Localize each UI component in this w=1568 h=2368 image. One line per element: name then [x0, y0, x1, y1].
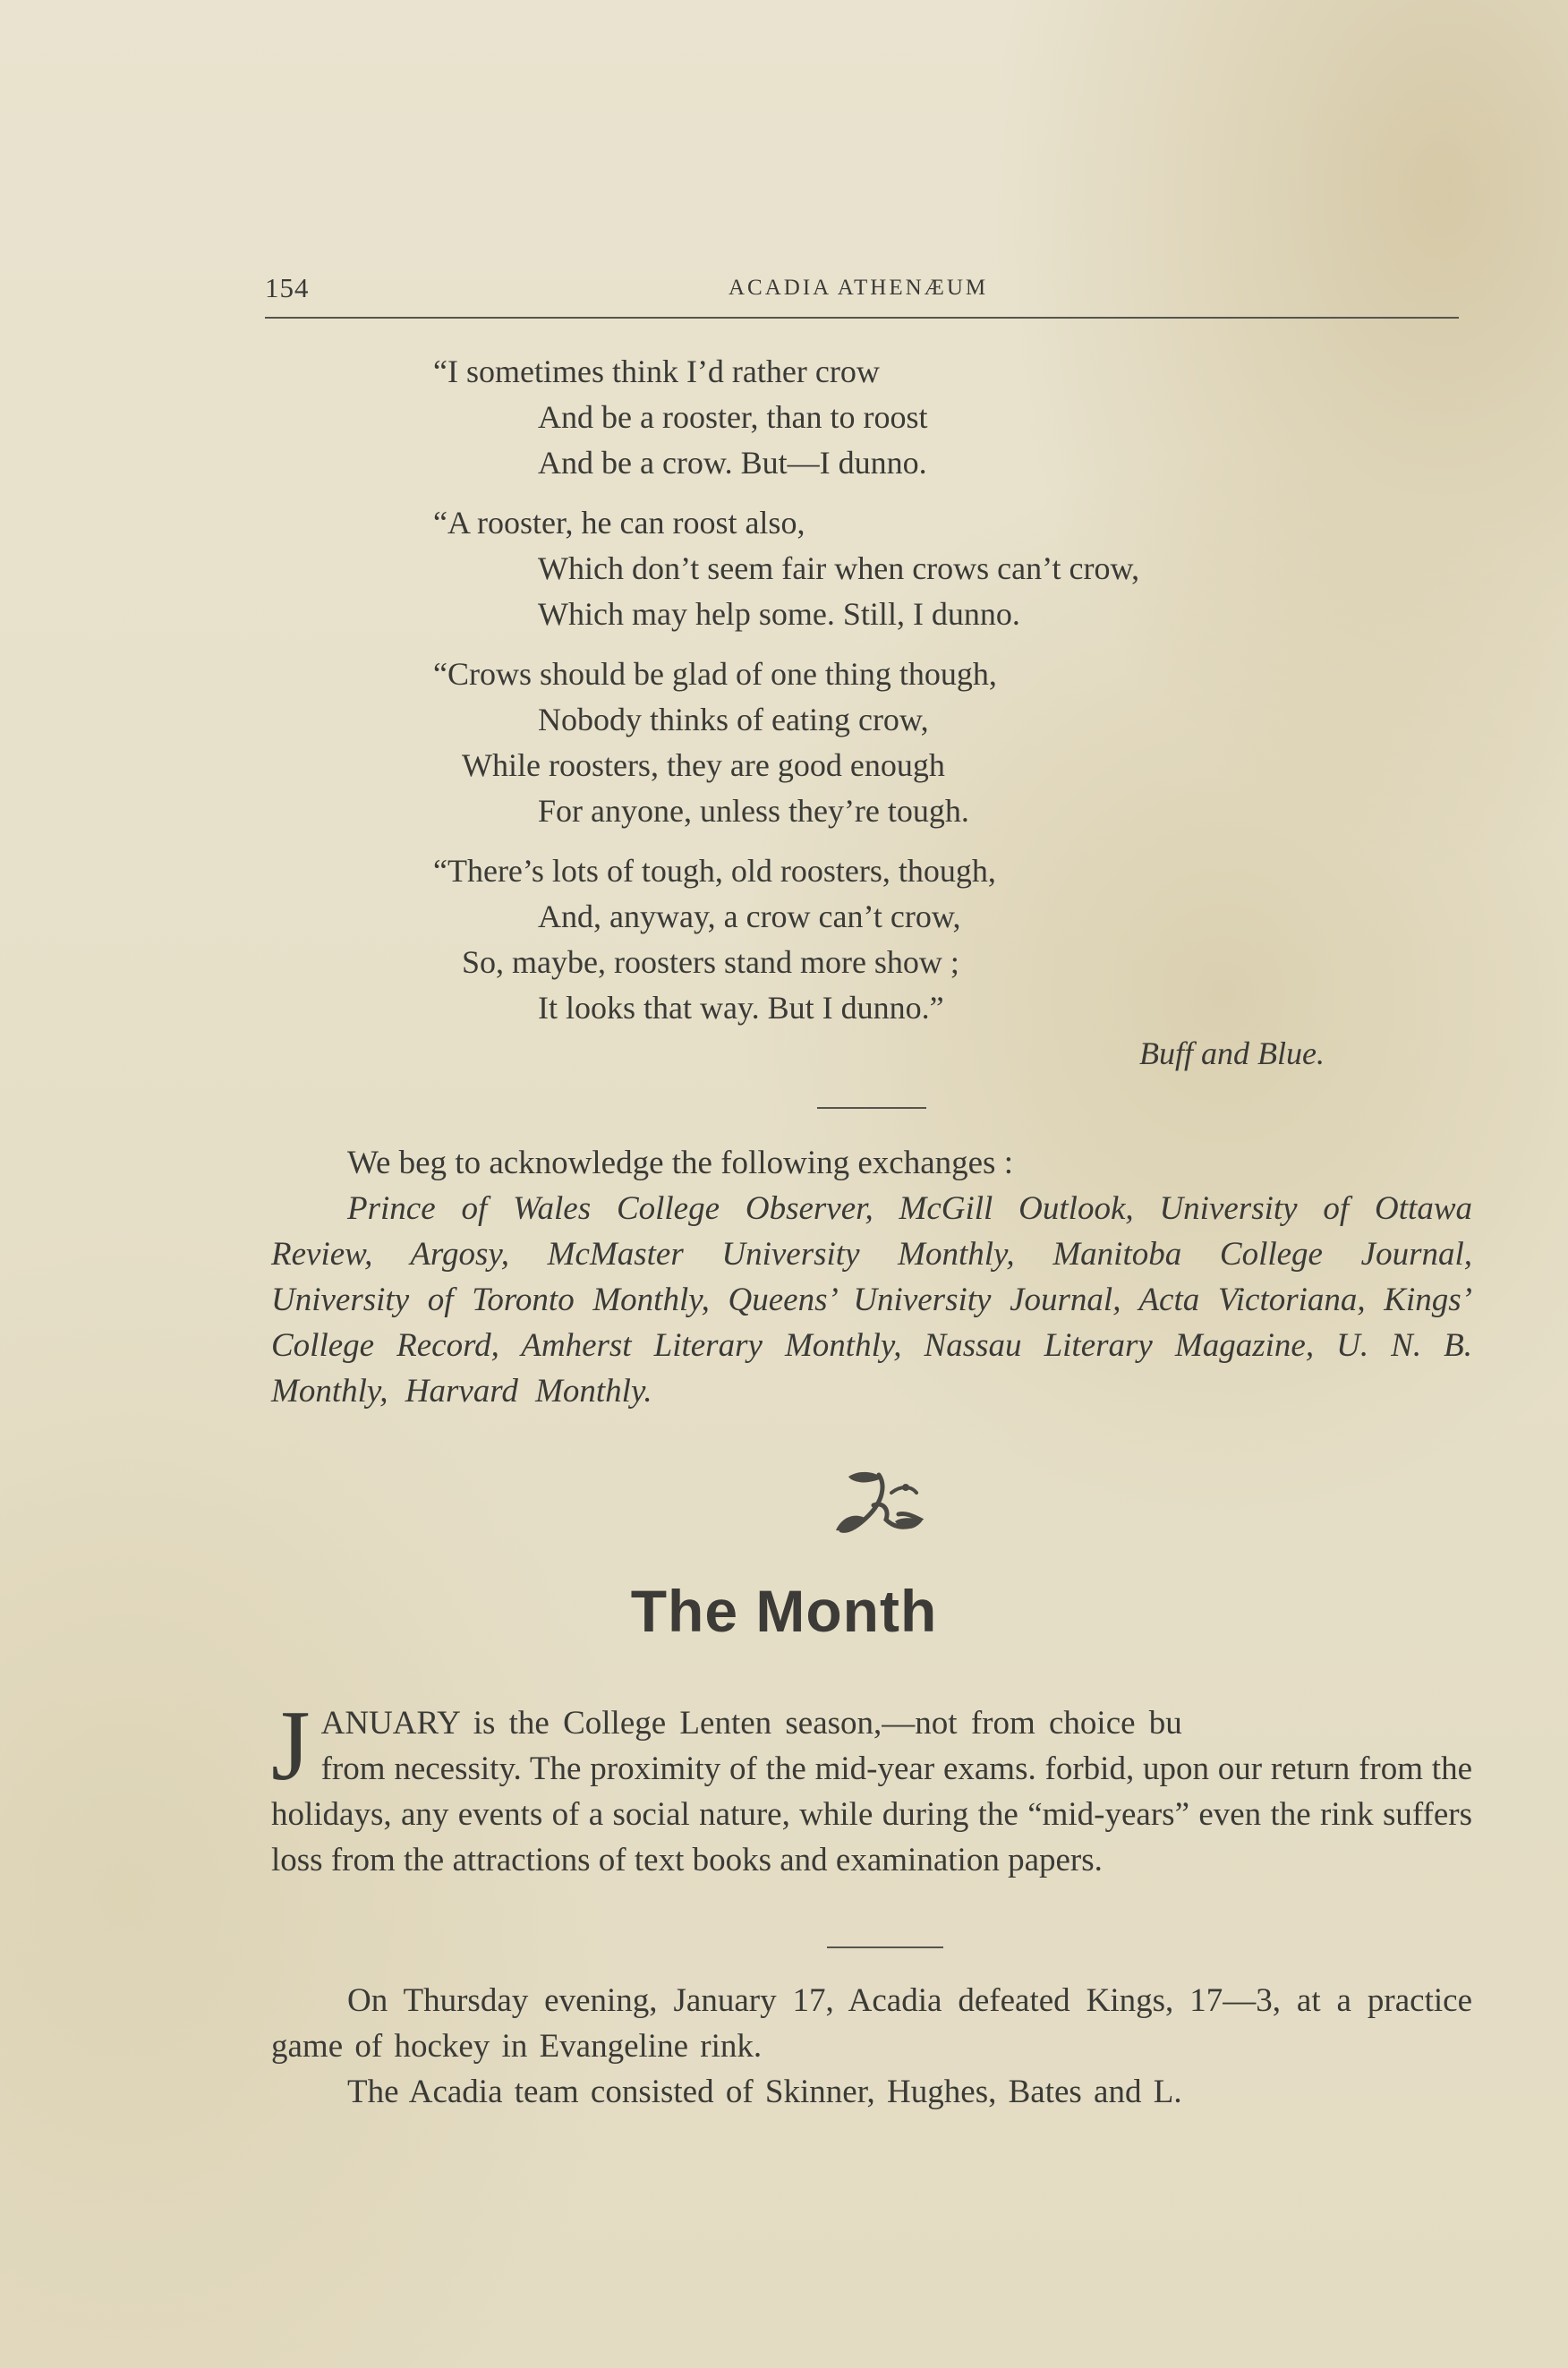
page-number: 154 — [265, 272, 310, 303]
poem-line: “I sometimes think I’d rather crow — [433, 353, 880, 389]
hockey-report — [271, 1978, 1472, 2115]
hockey-paragraph: On Thursday evening, January 17, Acadia defeated Kings, 17—3, at a practice game of hockey in Evangeline rink. — [271, 1982, 1472, 2065]
month-body: from necessity. The proximity of the mid-year exams. forbid, upon our return from the holidays, any events of a social nature, while during the “mid-years” even the rink suffers loss from the attractions of text books and examination papers. — [271, 1750, 1472, 1878]
poem-line: “A rooster, he can roost also, — [433, 505, 805, 541]
poem-stanza — [265, 652, 1459, 834]
poem — [265, 349, 1459, 1077]
poem-line: Which may help some. Still, I dunno. — [538, 596, 1020, 632]
poem-line: While roosters, they are good enough — [462, 747, 945, 783]
poem-stanza — [265, 500, 1459, 637]
section-divider — [817, 1107, 926, 1109]
exchanges-intro: We beg to acknowledge the following exchanges : — [347, 1145, 1013, 1181]
hockey-team-paragraph: The Acadia team consisted of Skinner, Hughes, Bates and L. — [347, 2074, 1182, 2110]
poem-line: So, maybe, roosters stand more show ; — [462, 944, 959, 980]
poem-line: For anyone, unless they’re tough. — [538, 793, 969, 829]
poem-line: Nobody thinks of eating crow, — [538, 702, 929, 737]
poem-line: And be a rooster, than to roost — [538, 399, 928, 435]
running-head: ACADIA ATHENÆUM — [729, 276, 989, 300]
section-title: The Month — [630, 1578, 938, 1644]
fleuron-ornament-icon — [823, 1466, 931, 1546]
exchanges-paragraph — [271, 1140, 1472, 1414]
poem-stanza — [265, 349, 1459, 486]
poem-line: And, anyway, a crow can’t crow, — [538, 899, 961, 934]
month-first-line: ANUARY is the College Lenten season,—not from choice bu — [320, 1705, 1182, 1742]
poem-line: And be a crow. But—I dunno. — [538, 445, 927, 481]
drop-cap: J — [271, 1691, 311, 1802]
poem-line: “There’s lots of tough, old roosters, though, — [433, 853, 996, 889]
section-divider — [827, 1946, 943, 1948]
poem-line: Which don’t seem fair when crows can’t crow, — [538, 550, 1140, 586]
poem-stanza — [265, 848, 1459, 1031]
page-header — [265, 268, 1459, 319]
poem-line: “Crows should be glad of one thing though, — [433, 656, 997, 692]
poem-line: It looks that way. But I dunno.” — [538, 990, 944, 1026]
exchanges-list: Prince of Wales College Observer, McGill Outlook, University of Ottawa Review, Argosy, McMaster University Monthly, Manitoba College Journal, University of Toronto Monthly, Queens’ University Journal, Acta Victoriana, Kings’ College Record, Amherst Literary Monthly, Nassau Literary Magazine, U. N. B. Monthly, Harvard Monthly. — [271, 1190, 1472, 1410]
month-paragraph — [271, 1691, 1472, 1883]
poem-source: Buff and Blue. — [1139, 1035, 1325, 1071]
